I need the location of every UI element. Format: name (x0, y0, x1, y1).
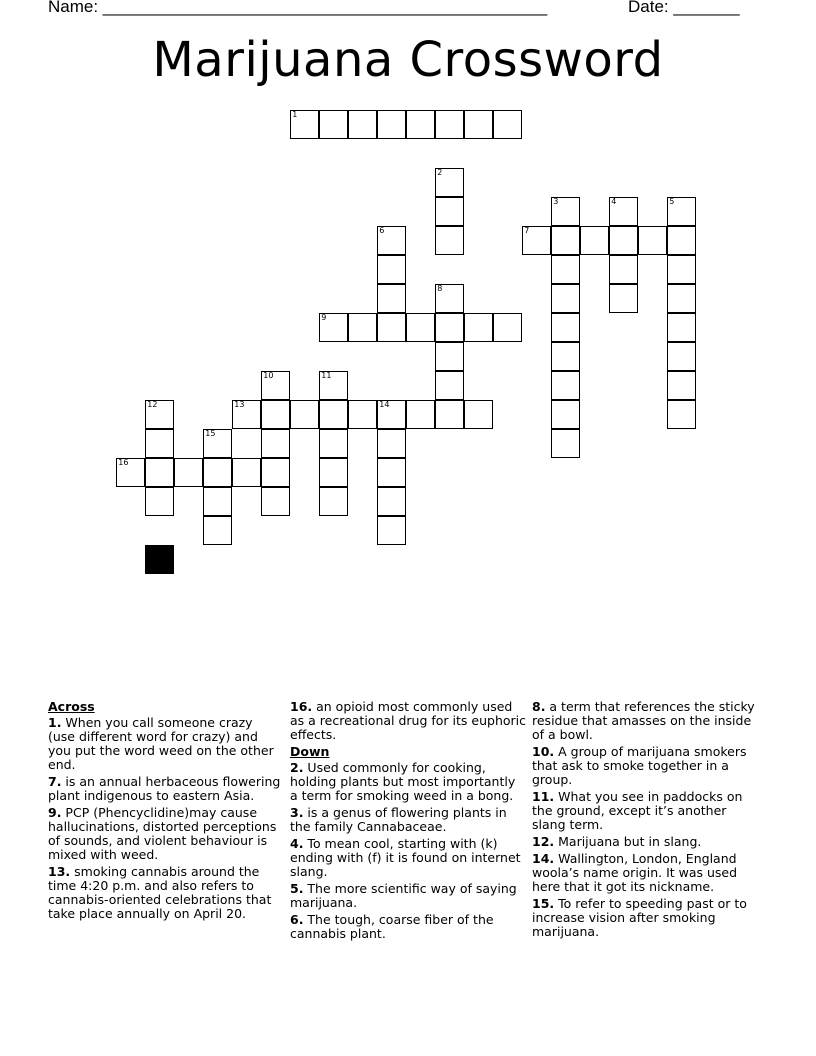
grid-cell[interactable] (261, 487, 290, 516)
clue-text: A group of marijuana smokers that ask to smoke together in a group. (532, 744, 747, 787)
clue (532, 790, 760, 832)
grid-cell[interactable] (377, 110, 406, 139)
grid-cell[interactable] (377, 516, 406, 545)
clue-number: 11 (321, 371, 332, 381)
grid-cell[interactable] (319, 313, 348, 342)
grid-cell[interactable] (377, 313, 406, 342)
grid-cell[interactable] (261, 429, 290, 458)
clue-text: Wallington, London, England woola’s name origin. It was used here that it got its nickname. (532, 851, 738, 894)
grid-cell[interactable] (319, 110, 348, 139)
clue-text: smoking cannabis around the time 4:20 p.m. and also refers to cannabis-oriented celebrations that take place annually on April 20. (48, 864, 272, 921)
clue (290, 882, 526, 910)
clue-text: When you call someone crazy (use different word for crazy) and you put the word weed on the other end. (48, 715, 274, 772)
clue-number: 3 (553, 197, 559, 207)
across-clue-list-continued (290, 700, 526, 742)
clue (48, 775, 283, 803)
grid-cell[interactable] (435, 197, 464, 226)
clue-number-label: 9. (48, 805, 62, 820)
grid-cell[interactable] (522, 226, 551, 255)
clue (290, 700, 526, 742)
grid-cell[interactable] (145, 429, 174, 458)
grid-cell[interactable] (435, 226, 464, 255)
grid-cell[interactable] (319, 400, 348, 429)
grid-cell[interactable] (580, 226, 609, 255)
clue-text: Used commonly for cooking, holding plants but most importantly a term for smoking weed in a bong. (290, 760, 516, 803)
clue-number: 9 (321, 313, 327, 323)
clue-number: 6 (379, 226, 385, 236)
grid-cell[interactable] (145, 400, 174, 429)
grid-cell[interactable] (261, 400, 290, 429)
grid-cell[interactable] (667, 284, 696, 313)
clue-number-label: 5. (290, 881, 304, 896)
grid-cell[interactable] (551, 255, 580, 284)
clue-number-label: 10. (532, 744, 555, 759)
grid-cell[interactable] (145, 487, 174, 516)
grid-cell[interactable] (406, 400, 435, 429)
grid-cell[interactable] (377, 284, 406, 313)
grid-cell[interactable] (319, 371, 348, 400)
clues-column-2 (290, 700, 526, 944)
clue-number: 10 (263, 371, 274, 381)
grid-cell[interactable] (667, 255, 696, 284)
clue-number-label: 1. (48, 715, 62, 730)
grid-cell[interactable] (319, 429, 348, 458)
grid-cell[interactable] (551, 313, 580, 342)
grid-cell[interactable] (203, 487, 232, 516)
clue-number-label: 16. (290, 699, 313, 714)
grid-cell[interactable] (377, 429, 406, 458)
down-clue-list (290, 761, 526, 941)
grid-cell[interactable] (232, 458, 261, 487)
grid-cell[interactable] (435, 371, 464, 400)
black-square (145, 545, 174, 574)
grid-cell[interactable] (667, 313, 696, 342)
clue (48, 806, 283, 862)
clue-number-label: 6. (290, 912, 304, 927)
clue-number-label: 3. (290, 805, 304, 820)
grid-cell[interactable] (493, 110, 522, 139)
grid-cell[interactable] (667, 226, 696, 255)
grid-cell[interactable] (435, 400, 464, 429)
clue-number-label: 7. (48, 774, 62, 789)
clue-number-label: 2. (290, 760, 304, 775)
grid-cell[interactable] (406, 313, 435, 342)
grid-cell[interactable] (551, 371, 580, 400)
grid-cell[interactable] (290, 400, 319, 429)
clue-number: 1 (292, 110, 298, 120)
grid-cell[interactable] (435, 313, 464, 342)
grid-cell[interactable] (203, 429, 232, 458)
grid-cell[interactable] (551, 400, 580, 429)
grid-cell[interactable] (464, 400, 493, 429)
grid-cell[interactable] (261, 458, 290, 487)
clue-number-label: 14. (532, 851, 555, 866)
grid-cell[interactable] (203, 458, 232, 487)
clue-text: is a genus of flowering plants in the family Cannabaceae. (290, 805, 507, 834)
clue (290, 837, 526, 879)
grid-cell[interactable] (348, 313, 377, 342)
clue-text: What you see in paddocks on the ground, except it’s another slang term. (532, 789, 743, 832)
clue-number: 5 (669, 197, 675, 207)
grid-cell[interactable] (377, 487, 406, 516)
grid-cell[interactable] (435, 110, 464, 139)
grid-cell[interactable] (145, 458, 174, 487)
grid-cell[interactable] (290, 110, 319, 139)
clue (532, 897, 760, 939)
grid-cell[interactable] (377, 400, 406, 429)
clue-number: 8 (437, 284, 443, 294)
down-clue-list-continued (532, 700, 760, 939)
clue (532, 700, 760, 742)
clue-number-label: 8. (532, 699, 546, 714)
clue-text: The tough, coarse fiber of the cannabis plant. (290, 912, 494, 941)
clue (290, 806, 526, 834)
grid-cell[interactable] (174, 458, 203, 487)
grid-cell[interactable] (377, 255, 406, 284)
grid-cell[interactable] (261, 371, 290, 400)
grid-cell[interactable] (609, 197, 638, 226)
down-heading: Down (290, 744, 330, 759)
grid-cell[interactable] (406, 110, 435, 139)
clue-number-label: 12. (532, 834, 555, 849)
clue-text: To refer to speeding past or to increase vision after smoking marijuana. (532, 896, 747, 939)
grid-cell[interactable] (435, 168, 464, 197)
grid-cell[interactable] (116, 458, 145, 487)
grid-cell[interactable] (609, 226, 638, 255)
clue-number: 13 (234, 400, 245, 410)
clue-text: To mean cool, starting with (k) ending with (f) it is found on internet slang. (290, 836, 521, 879)
grid-cell[interactable] (377, 226, 406, 255)
clue-number: 7 (524, 226, 530, 236)
clue-number-label: 15. (532, 896, 555, 911)
grid-cell[interactable] (609, 255, 638, 284)
clue-number: 16 (118, 458, 129, 468)
grid-cell[interactable] (435, 342, 464, 371)
grid-cell[interactable] (319, 458, 348, 487)
grid-cell[interactable] (232, 400, 261, 429)
name-field-label[interactable]: Name: _______________________________________________ (48, 0, 548, 16)
clue-number-label: 4. (290, 836, 304, 851)
grid-cell[interactable] (551, 226, 580, 255)
grid-cell[interactable] (551, 284, 580, 313)
across-heading: Across (48, 699, 95, 714)
clue (532, 852, 760, 894)
date-field-label[interactable]: Date: _______ (628, 0, 740, 16)
across-clue-list (48, 716, 283, 921)
clue (532, 835, 760, 849)
clues-column-3 (532, 700, 760, 942)
clue-text: PCP (Phencyclidine)may cause hallucinations, distorted perceptions of sounds, and violent behaviour is mixed with weed. (48, 805, 277, 862)
grid-cell[interactable] (551, 342, 580, 371)
grid-cell[interactable] (464, 110, 493, 139)
grid-cell[interactable] (638, 226, 667, 255)
grid-cell[interactable] (348, 400, 377, 429)
grid-cell[interactable] (667, 197, 696, 226)
clue-number: 12 (147, 400, 158, 410)
grid-cell[interactable] (493, 313, 522, 342)
clue (290, 761, 526, 803)
clue-number: 15 (205, 429, 216, 439)
clue-text: is an annual herbaceous flowering plant indigenous to eastern Asia. (48, 774, 281, 803)
grid-cell[interactable] (464, 313, 493, 342)
clue-text: an opioid most commonly used as a recreational drug for its euphoric effects. (290, 699, 526, 742)
clue-text: Marijuana but in slang. (554, 834, 702, 849)
grid-cell[interactable] (609, 284, 638, 313)
clue (48, 716, 283, 772)
grid-cell[interactable] (551, 197, 580, 226)
grid-cell[interactable] (435, 284, 464, 313)
clues-column-1 (48, 700, 283, 924)
clue-number: 2 (437, 168, 443, 178)
clue (290, 913, 526, 941)
clue-text: The more scientific way of saying marijuana. (290, 881, 517, 910)
clue-number-label: 11. (532, 789, 555, 804)
grid-cell[interactable] (377, 458, 406, 487)
grid-cell[interactable] (319, 487, 348, 516)
grid-cell[interactable] (667, 400, 696, 429)
page-title: Marijuana Crossword (152, 32, 664, 88)
grid-cell[interactable] (203, 516, 232, 545)
clue (532, 745, 760, 787)
grid-cell[interactable] (348, 110, 377, 139)
grid-cell[interactable] (551, 429, 580, 458)
clue (48, 865, 283, 921)
clue-number: 14 (379, 400, 390, 410)
clue-number-label: 13. (48, 864, 71, 879)
clue-text: a term that references the sticky residue that amasses on the inside of a bowl. (532, 699, 755, 742)
clue-number: 4 (611, 197, 617, 207)
grid-cell[interactable] (667, 342, 696, 371)
grid-cell[interactable] (667, 371, 696, 400)
